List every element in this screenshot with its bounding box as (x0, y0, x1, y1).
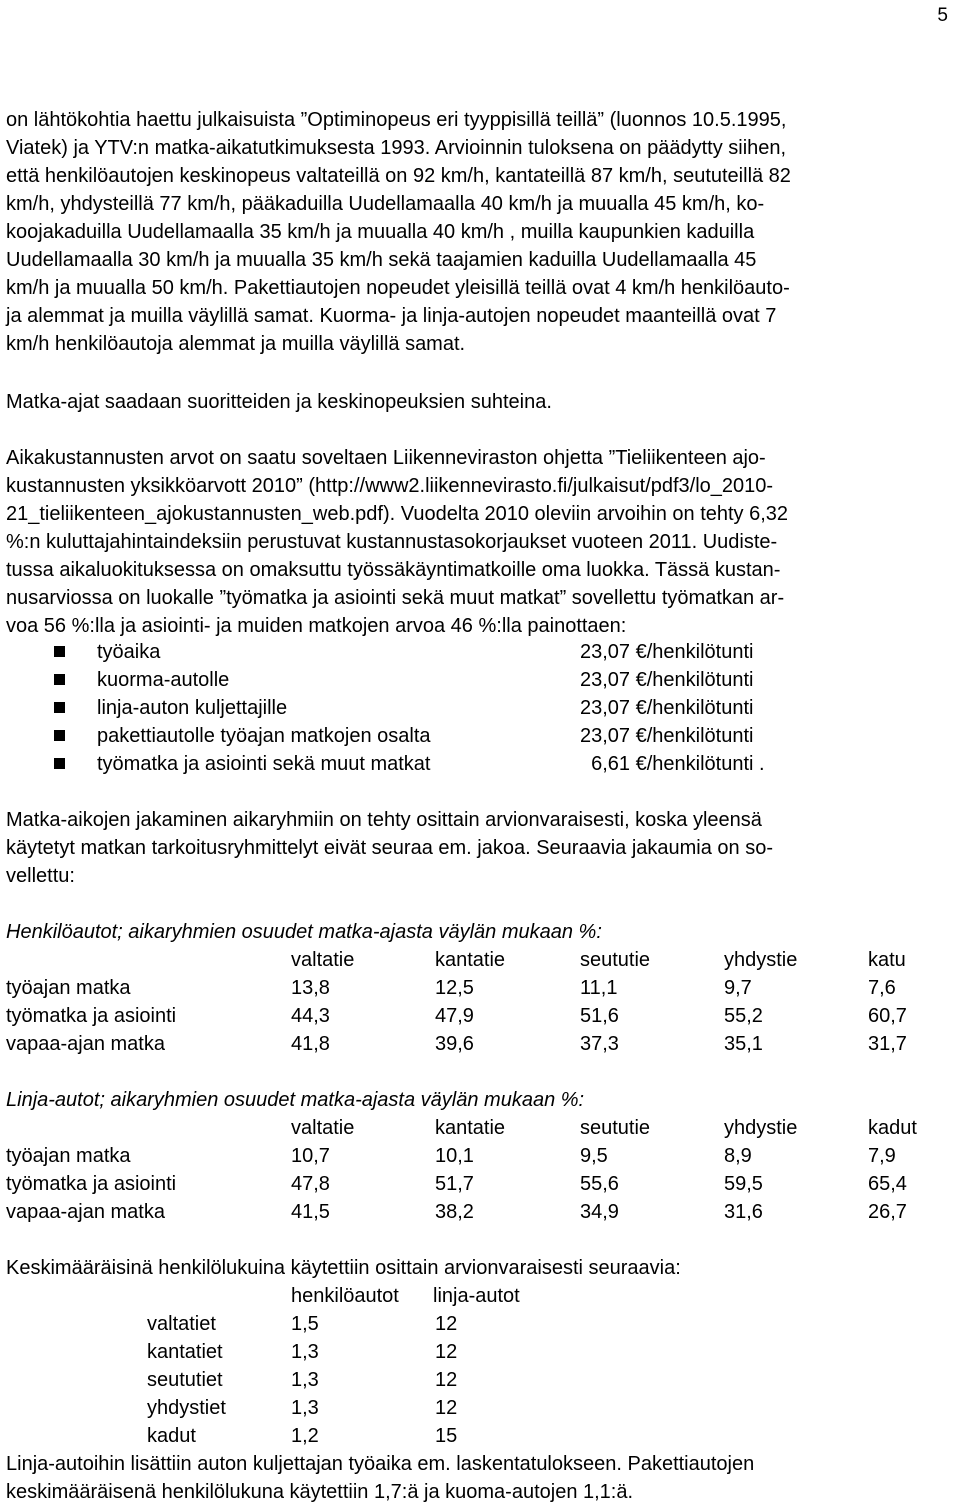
row-label: työajan matka (6, 1145, 131, 1167)
cost-bullet-list (0, 638, 960, 778)
column-header: yhdystie (724, 949, 798, 971)
table-cell: 1,5 (291, 1313, 319, 1335)
column-header: linja-autot (433, 1285, 520, 1307)
paragraph-time-costs (6, 444, 954, 640)
table-cell: 41,8 (291, 1033, 330, 1055)
table-cell: 7,6 (868, 977, 896, 999)
table-title-buses: Linja-autot; aikaryhmien osuudet matka-ajasta väylän mukaan %: (6, 1089, 585, 1111)
column-header: kantatie (435, 1117, 506, 1139)
table-header-row (0, 946, 960, 974)
table-cell: 51,6 (580, 1005, 619, 1027)
table-cell: 12 (435, 1341, 458, 1363)
text-line: Viatek) ja YTV:n matka-aikatutkimuksesta 1993. Arvioinnin tuloksena on päädytty siihen, (6, 137, 787, 159)
table-row (0, 1422, 960, 1450)
text-line: vellettu: (6, 865, 75, 887)
column-header: yhdystie (724, 1117, 798, 1139)
text-line: Uudellamaalla 30 km/h ja muualla 35 km/h sekä taajamien kaduilla Uudellamaalla 45 (6, 249, 757, 271)
table-cell: 12 (435, 1369, 458, 1391)
bullet-label: työmatka ja asiointi sekä muut matkat (97, 753, 431, 775)
text-line: 21_tieliikenteen_ajokustannusten_web.pdf). Vuodelta 2010 oleviin arvoihin on tehty 6,32 (6, 503, 789, 525)
bullet-icon (54, 702, 65, 713)
table-row (0, 1366, 960, 1394)
row-label: vapaa-ajan matka (6, 1033, 165, 1055)
table-cell: 51,7 (435, 1173, 474, 1195)
text-line: Linja-autoihin lisättiin auton kuljettajan työaika em. laskentatulokseen. Pakettiautojen (6, 1453, 755, 1475)
table-row (0, 1002, 960, 1030)
table-title-cars: Henkilöautot; aikaryhmien osuudet matka-ajasta väylän mukaan %: (6, 921, 602, 943)
table-cell: 1,3 (291, 1397, 319, 1419)
text-line: nusarviossa on luokalle ”työmatka ja asiointi sekä muut matkat” sovellettu työmatkan ar- (6, 587, 785, 609)
text-line: Matka-ajat saadaan suoritteiden ja keskinopeuksien suhteina. (6, 391, 552, 413)
table-cell: 10,7 (291, 1145, 330, 1167)
table-cell: 1,2 (291, 1425, 319, 1447)
paragraph-speeds (6, 106, 954, 358)
table-cell: 55,6 (580, 1173, 619, 1195)
row-label: valtatiet (147, 1313, 216, 1335)
text-line: käytetyt matkan tarkoitusryhmittelyt eivät seuraa em. jakoa. Seuraavia jakaumia on so- (6, 837, 774, 859)
bullet-icon (54, 646, 65, 657)
list-item (0, 694, 960, 722)
text-line: on lähtökohtia haettu julkaisuista ”Optiminopeus eri tyyppisillä teillä” (luonnos 10.5.1995, (6, 109, 787, 131)
table-cell: 34,9 (580, 1201, 619, 1223)
text-line: keskimääräisenä henkilölukuna käytettiin 1,7:ä ja kuoma-autojen 1,1:ä. (6, 1481, 634, 1503)
bullet-label: kuorma-autolle (97, 669, 230, 691)
row-label: seututiet (147, 1369, 223, 1391)
table-cell: 38,2 (435, 1201, 474, 1223)
text-line: Keskimääräisinä henkilölukuina käytettiin osittain arvionvaraisesti seuraavia: (6, 1257, 681, 1279)
table-cell: 1,3 (291, 1369, 319, 1391)
table-row (0, 1338, 960, 1366)
table-row (0, 1170, 960, 1198)
table-cell: 47,9 (435, 1005, 474, 1027)
table-cell: 11,1 (580, 977, 618, 999)
table-cell: 55,2 (724, 1005, 763, 1027)
row-label: vapaa-ajan matka (6, 1201, 165, 1223)
table-cell: 31,7 (868, 1033, 907, 1055)
bullet-label: pakettiautolle työajan matkojen osalta (97, 725, 431, 747)
column-header: katu (868, 949, 906, 971)
row-label: työajan matka (6, 977, 131, 999)
table-cell: 60,7 (868, 1005, 907, 1027)
table-cell: 13,8 (291, 977, 330, 999)
text-line: km/h ja muualla 50 km/h. Pakettiautojen nopeudet yleisillä teillä ovat 4 km/h henkilöauto- (6, 277, 790, 299)
table-cell: 59,5 (724, 1173, 763, 1195)
text-line: km/h, yhdysteillä 77 km/h, pääkaduilla Uudellamaalla 40 km/h ja muualla 45 km/h, ko- (6, 193, 765, 215)
table-header-row (0, 1114, 960, 1142)
table-cell: 1,3 (291, 1341, 319, 1363)
table-row (0, 1142, 960, 1170)
bullet-label: linja-auton kuljettajille (97, 697, 288, 719)
bullet-value: 23,07 €/henkilötunti (580, 725, 754, 747)
column-header: henkilöautot (291, 1285, 399, 1307)
text-line: km/h henkilöautoja alemmat ja muilla väylillä samat. (6, 333, 466, 355)
column-header: kadut (868, 1117, 917, 1139)
text-line: voa 56 %:lla ja asiointi- ja muiden matkojen arvoa 46 %:lla painottaen: (6, 615, 627, 637)
text-line: Matka-aikojen jakaminen aikaryhmiin on tehty osittain arvionvaraisesti, koska yleensä (6, 809, 762, 831)
table-row (0, 1394, 960, 1422)
list-item (0, 638, 960, 666)
table-cell: 10,1 (435, 1145, 474, 1167)
row-label: yhdystiet (147, 1397, 226, 1419)
row-label: kantatiet (147, 1341, 223, 1363)
table-cell: 9,5 (580, 1145, 608, 1167)
paragraph-travel-times (6, 388, 954, 416)
table-cell: 31,6 (724, 1201, 763, 1223)
table-cell: 26,7 (868, 1201, 907, 1223)
column-header: kantatie (435, 949, 506, 971)
text-line: kustannusten yksikköarvott 2010” (http://www2.liikennevirasto.fi/julkaisut/pdf3/lo_2010- (6, 475, 774, 497)
column-header: seututie (580, 1117, 651, 1139)
table-buses (0, 1114, 960, 1226)
paragraph-bus-driver (6, 1450, 954, 1506)
text-line: ja alemmat ja muilla väylillä samat. Kuorma- ja linja-autojen nopeudet maanteillä ovat 7 (6, 305, 777, 327)
table-cars (0, 946, 960, 1058)
table-row (0, 974, 960, 1002)
row-label: työmatka ja asiointi (6, 1005, 177, 1027)
table-cell: 12 (435, 1397, 458, 1419)
text-line: Aikakustannusten arvot on saatu soveltaen Liikenneviraston ohjetta ”Tieliikenteen ajo- (6, 447, 766, 469)
bullet-icon (54, 730, 65, 741)
table-row (0, 1310, 960, 1338)
bullet-value: 23,07 €/henkilötunti (580, 669, 754, 691)
bullet-icon (54, 758, 65, 769)
table-occupancy (0, 1282, 960, 1450)
table-cell: 9,7 (724, 977, 752, 999)
text-line: koojakaduilla Uudellamaalla 35 km/h ja muualla 40 km/h , muilla kaupunkien kaduilla (6, 221, 755, 243)
table-cell: 39,6 (435, 1033, 474, 1055)
table-cell: 15 (435, 1425, 458, 1447)
table-cell: 65,4 (868, 1173, 907, 1195)
list-item (0, 750, 960, 778)
page-number: 5 (937, 5, 948, 26)
bullet-value: 23,07 €/henkilötunti (580, 641, 754, 663)
table-cell: 44,3 (291, 1005, 330, 1027)
table-cell: 41,5 (291, 1201, 330, 1223)
table-cell: 7,9 (868, 1145, 896, 1167)
bullet-value: 6,61 €/henkilötunti . (580, 753, 765, 775)
column-header: valtatie (291, 1117, 355, 1139)
text-line: tussa aikaluokituksessa on omaksuttu työssäkäyntimatkoille oma luokka. Tässä kustan- (6, 559, 781, 581)
table-cell: 12 (435, 1313, 458, 1335)
table-cell: 8,9 (724, 1145, 752, 1167)
table-cell: 12,5 (435, 977, 474, 999)
column-header: seututie (580, 949, 651, 971)
occupancy-intro (6, 1254, 954, 1282)
row-label: kadut (147, 1425, 196, 1447)
bullet-icon (54, 674, 65, 685)
table-row (0, 1198, 960, 1226)
table-row (0, 1030, 960, 1058)
bullet-value: 23,07 €/henkilötunti (580, 697, 754, 719)
table-cell: 37,3 (580, 1033, 619, 1055)
row-label: työmatka ja asiointi (6, 1173, 177, 1195)
table-header-row (0, 1282, 960, 1310)
list-item (0, 722, 960, 750)
table-cell: 35,1 (724, 1033, 763, 1055)
table-cell: 47,8 (291, 1173, 330, 1195)
bullet-label: työaika (97, 641, 161, 663)
paragraph-time-groups (6, 806, 954, 890)
text-line: että henkilöautojen keskinopeus valtateillä on 92 km/h, kantateillä 87 km/h, seututeillä 82 (6, 165, 791, 187)
text-line: %:n kuluttajahintaindeksiin perustuvat kustannustasokorjaukset vuoteen 2011. Uudiste- (6, 531, 778, 553)
column-header: valtatie (291, 949, 355, 971)
list-item (0, 666, 960, 694)
